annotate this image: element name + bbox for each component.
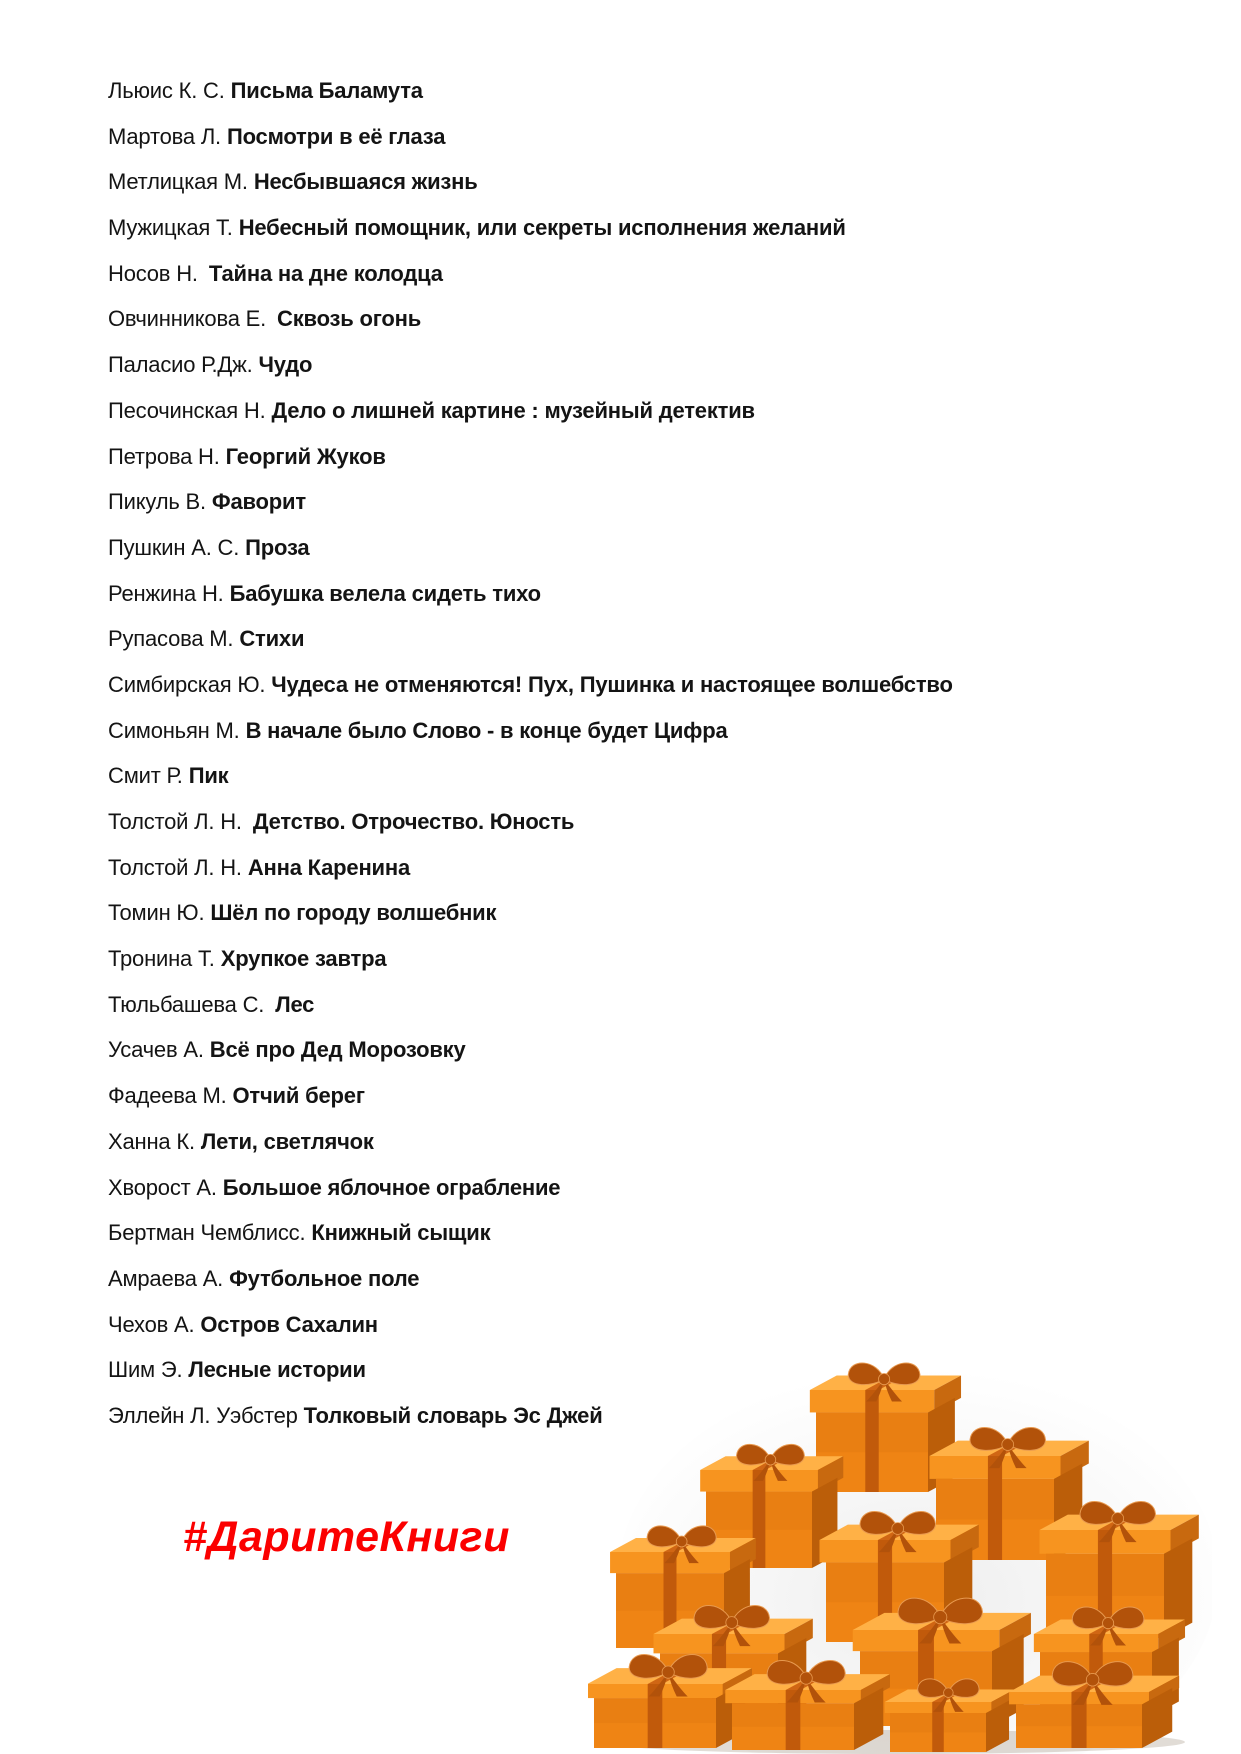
list-item [108,205,953,251]
book-author: Песочинская Н. [108,397,266,423]
list-item [108,434,953,480]
book-author: Бертман Чемблисс. [108,1220,306,1246]
book-title: Лесные истории [188,1357,366,1383]
book-title: Фаворит [211,489,306,515]
book-author: Шим Э. [108,1357,183,1383]
gift-boxes-illustration [588,1328,1212,1754]
book-author: Чехов А. [108,1311,195,1337]
list-item [108,479,953,525]
list-item [108,1165,953,1211]
book-author: Тюльбашева С. [108,991,265,1017]
book-title: Стихи [239,626,305,652]
book-author: Пушкин А. С. [108,534,240,560]
book-title: В начале было Слово - в конце будет Цифра [245,717,728,743]
list-item [108,1027,953,1073]
list-item [108,159,953,205]
book-list [108,68,953,1439]
book-title: Толковый словарь Эс Джей [303,1402,603,1428]
book-author: Ханна К. [108,1128,195,1154]
list-item [108,1119,953,1165]
list-item [108,890,953,936]
book-author: Паласио Р.Дж. [108,352,253,378]
book-author: Петрова Н. [108,443,220,469]
list-item [108,1073,953,1119]
book-title: Письма Баламута [230,78,423,103]
list-item [108,114,953,160]
list-item [108,982,953,1028]
book-author: Томин Ю. [108,900,205,926]
list-item [108,708,953,754]
book-title: Несбывшаяся жизнь [253,169,478,195]
book-author: Рупасова М. [108,626,234,652]
list-item [108,68,953,114]
list-item [108,616,953,662]
book-title: Чудеса не отменяются! Пух, Пушинка и настоящее волшебство [271,671,953,697]
book-title: Дело о лишней картине : музейный детектив [271,397,755,423]
list-item [108,571,953,617]
list-item [108,251,953,297]
book-title: Лети, светлячок [200,1128,374,1154]
list-item [108,1210,953,1256]
book-author: Ренжина Н. [108,580,224,606]
book-author: Эллейн Л. Уэбстер [108,1402,298,1428]
list-item [108,662,953,708]
book-author: Фадеева М. [108,1083,227,1109]
book-author: Смит Р. [108,763,183,789]
book-title: Проза [245,534,310,560]
book-author: Толстой Л. Н. [108,809,242,834]
book-title: Посмотри в её глаза [226,123,446,149]
book-author: Льюис К. С. [108,78,225,103]
list-item [108,845,953,891]
book-title: Пик [188,763,229,789]
hashtag-darite-knigi: #ДаритеКниги [183,1513,510,1561]
book-title: Большое яблочное ограбление [222,1174,561,1200]
book-title: Шёл по городу волшебник [210,900,497,926]
book-title: Книжный сыщик [311,1220,491,1246]
book-title: Сквозь огонь [277,306,422,332]
book-author: Хворост А. [108,1174,217,1200]
book-author: Овчинникова Е. [108,306,267,332]
book-author: Усачев А. [108,1037,204,1063]
list-item [108,753,953,799]
book-title: Анна Каренина [247,854,410,880]
book-title: Лес [275,991,315,1017]
book-author: Мужицкая Т. [108,215,233,241]
list-item [108,342,953,388]
book-author: Симоньян М. [108,717,240,743]
list-item [108,936,953,982]
book-author: Тронина Т. [108,946,215,972]
list-item [108,799,953,845]
list-item [108,525,953,571]
book-title: Всё про Дед Морозовку [209,1037,466,1063]
list-item [108,1256,953,1302]
book-title: Бабушка велела сидеть тихо [229,580,541,606]
list-item [108,388,953,434]
book-author: Метлицкая М. [108,169,248,195]
book-title: Отчий берег [232,1083,365,1109]
list-item [108,296,953,342]
book-author: Мартова Л. [108,123,221,149]
book-title: Остров Сахалин [200,1311,378,1337]
book-author: Пикуль В. [108,489,206,515]
book-title: Небесный помощник, или секреты исполнения желаний [238,215,846,241]
book-author: Амраева А. [108,1265,224,1291]
book-title: Чудо [258,352,313,378]
book-title: Детство. Отрочество. Юность [252,809,575,834]
book-title: Георгий Жуков [225,443,386,469]
book-author: Толстой Л. Н. [108,854,242,880]
book-title: Хрупкое завтра [220,946,387,972]
book-author: Симбирская Ю. [108,671,266,697]
book-title: Тайна на дне колодца [208,260,443,286]
book-author: Носов Н. [108,260,198,286]
book-title: Футбольное поле [229,1265,420,1291]
